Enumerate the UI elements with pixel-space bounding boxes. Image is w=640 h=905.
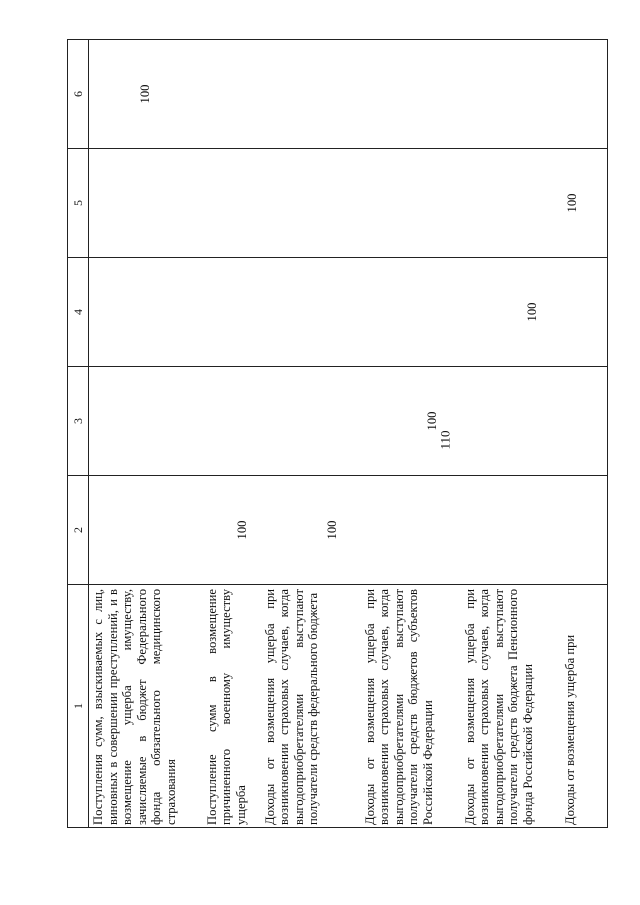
row-description-cell: Поступления сумм, взыскиваемых с лиц, виновных в совершении преступлений, и в возмещение ущерба имуществу, зачисляемые в бюджет Федерального фонда обязательного медицинского страхования (89, 585, 203, 828)
value-cell: 100 (561, 149, 608, 258)
value-cell (561, 258, 608, 367)
value-cell (203, 40, 261, 149)
value-cell: 100 (203, 476, 261, 585)
value-cell: 100 (261, 476, 361, 585)
column-header: 2 (68, 476, 89, 585)
value-cell (461, 476, 561, 585)
value-cell (561, 40, 608, 149)
table-row (89, 40, 203, 828)
table-row (461, 40, 561, 828)
value-cell (203, 258, 261, 367)
value-cell (89, 476, 203, 585)
page-number: 110 (438, 430, 453, 450)
rotated-table-wrapper (67, 40, 586, 828)
value-cell: 100 (89, 40, 203, 149)
value-cell (361, 258, 461, 367)
column-header: 1 (68, 585, 89, 828)
row-description-cell: Поступление сумм в возмещение причиненного военному имуществу ущерба (203, 585, 261, 828)
value-cell (561, 367, 608, 476)
value-cell (203, 367, 261, 476)
value-cell (561, 476, 608, 585)
value-cell: 100 (461, 258, 561, 367)
table-row (561, 40, 608, 828)
revenue-table (67, 39, 608, 828)
column-header: 3 (68, 367, 89, 476)
row-description-cell: Доходы от возмещения ущерба при (561, 585, 608, 828)
table-row (361, 40, 461, 828)
value-cell (461, 149, 561, 258)
value-cell: 100 (361, 367, 461, 476)
value-cell (89, 367, 203, 476)
value-cell (261, 367, 361, 476)
row-description-cell: Доходы от возмещения ущерба при возникновении страховых случаев, когда выгодоприобретателями выступают получатели средств бюджета Пенсионного фонда Российской Федерации (461, 585, 561, 828)
column-header: 4 (68, 258, 89, 367)
value-cell (203, 149, 261, 258)
value-cell (261, 149, 361, 258)
value-cell (461, 367, 561, 476)
value-cell (461, 40, 561, 149)
value-cell (361, 476, 461, 585)
value-cell (89, 149, 203, 258)
table-row (261, 40, 361, 828)
value-cell (361, 149, 461, 258)
table-row (203, 40, 261, 828)
row-description-cell: Доходы от возмещения ущерба при возникновении страховых случаев, когда выгодоприобретателями выступают получатели средств бюджетов субъектов Российской Федерации (361, 585, 461, 828)
row-description-cell: Доходы от возмещения ущерба при возникновении страховых случаев, когда выгодоприобретателями выступают получатели средств федерального бюджета (261, 585, 361, 828)
table-header-row (68, 40, 89, 828)
value-cell (89, 258, 203, 367)
value-cell (361, 40, 461, 149)
value-cell (261, 258, 361, 367)
column-header: 5 (68, 149, 89, 258)
column-header: 6 (68, 40, 89, 149)
value-cell (261, 40, 361, 149)
